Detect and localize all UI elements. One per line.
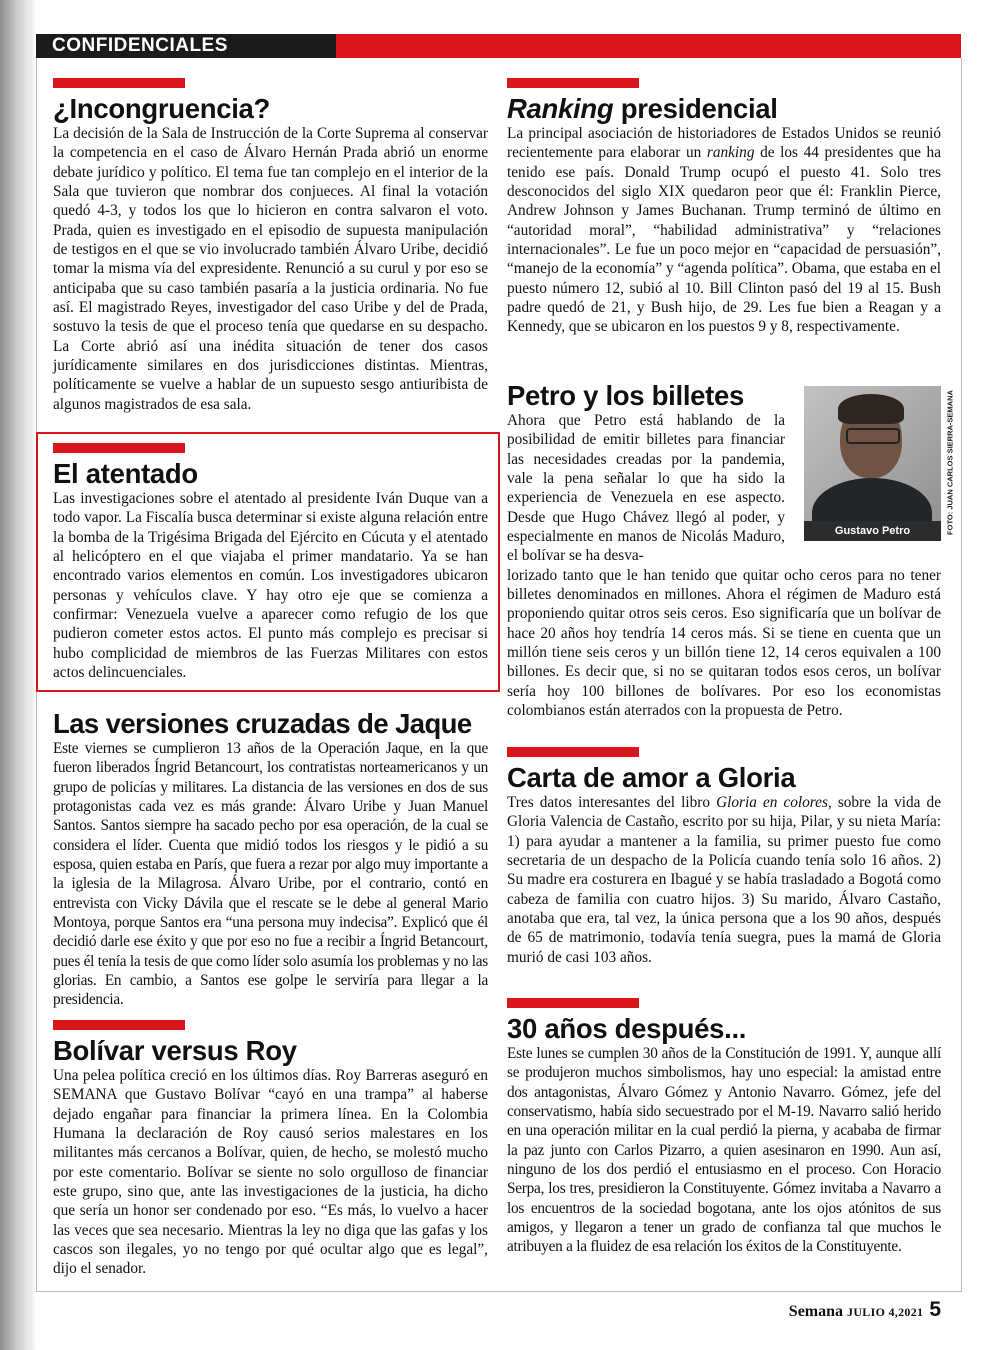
page-number: 5 (929, 1298, 941, 1321)
article-atentado (53, 443, 488, 682)
article-body-bottom: lorizado tanto que le han tenido que quitar ocho ceros para no tener billetes denominados en millones. Ahora el régimen de Maduro está proponiendo quitar otros seis ceros. Eso significaría que un bolívar de hace 20 años hoy tendría 14 ceros más. Si se tiene en cuenta que un millón tiene seis ceros y un billón tiene 12, 14 ceros equivalen a 100 billones. Es decir que, si no se quitaran todos esos ceros, un bolívar sería hoy 100 billones de bolívares. Por eso los economistas colombianos están aterrados con la propuesta de Petro. (507, 566, 941, 720)
article-redbar (507, 998, 639, 1008)
article-body: La decisión de la Sala de Instrucción de la Corte Suprema al conservar la competencia en el caso de Álvaro Hernán Prada abrió un enorme debate jurídico y político. El tema fue tan complejo en el interior de la Sala que tuvieron que nombrar dos conjueces. Al final la votación quedó 4-3, y todos los que lo hicieron en contra salvaron el voto. Prada, quien es investigado en el episodio de supuesta manipulación de testigos en el que se vio involucrado también Álvaro Uribe, decidió tomar la misma vía del expresidente. Renunció a su curul y por eso se anticipaba que su caso también pasaría a la justicia ordinaria. No fue así. El magistrado Reyes, investigador del caso Uribe y del de Prada, sostuvo la tesis de que el proceso tenía que quedarse en su despacho. La Corte abrió así una inédita situación de tener dos casos jurídicamente similares en dos jurisdicciones distintas. Mientras, políticamente se vuelve a hablar de un supuesto sesgo antiuribista de algunos magistrados de esa sala. (53, 125, 488, 413)
article-body-italic: Gloria en colores (716, 794, 828, 811)
article-body-italic: ranking (706, 144, 755, 162)
issue-date: JULIO 4,2021 (847, 1305, 924, 1319)
photo-hair (838, 394, 904, 424)
article-title: Las versiones cruzadas de Jaque (53, 708, 472, 739)
article-body-part: La principal asociación de historiadores de Estados Unidos se reunió recientemente para elaborar un (507, 125, 941, 162)
article-redbar (507, 78, 639, 88)
article-gloria (507, 747, 941, 967)
article-jaque (53, 708, 488, 1010)
article-title: El atentado (53, 458, 198, 489)
article-title: ¿Incongruencia? (53, 93, 271, 124)
section-header-red-band (336, 34, 961, 58)
article-title: Bolívar versus Roy (53, 1035, 297, 1066)
article-title: 30 años después... (507, 1013, 747, 1044)
article-body-part: de los 44 presidentes que ha tenido ese país. Donald Trump ocupó el puesto 41. Solo tres desconocidos del siglo XIX quedaron peor que él: Franklin Pierce, Andrew Johnson y James Buchanan. Trump terminó de último en “autoridad moral”, “habilidad administrativa” y “relaciones internacionales”. Le fue un poco mejor en “capacidad de persuasión”, “manejo de la economía” y “agenda política”. Obama, que estaba en el puesto número 12, subió al 10. Bill Clinton pasó del 19 al 15. Bush padre quedó de 21, y Bush hijo, de 29. Les fue bien a Reagan y a Kennedy, que se ubicaron en los puestos 9 y 8, respectivamente. (507, 144, 941, 336)
article-body: Este viernes se cumplieron 13 años de la Operación Jaque, en la que fueron liberados Íngrid Betancourt, los contratistas norteamericanos y un grupo de policías y militares. La distancia de las versiones en dos de sus protagonistas cada vez es más grande: Álvaro Uribe y Juan Manuel Santos. Santos siempre ha sacado pecho por esa operación, de la cual se considera el líder. Cuenta que midió todos los riesgos y le pidió a su esposa, quien estaba en París, que fuera a rezar por algo muy importante a la iglesia de la Milagrosa. Álvaro Uribe, por el contrario, contó en entrevista con Vicky Dávila que el rescate se le debe al general Mario Montoya, porque Santos era “una persona muy indecisa”. Explicó que él decidió darle ese éxito y que por eso no fue a recibir a Íngrid Betancourt, pues él tenía la tesis de que como líder solo asumía los problemas y no las glorias. En cambio, a Santos ese golpe le serviría para llegar a la presidencia. (53, 740, 488, 1009)
gustavo-petro-photo (804, 386, 941, 541)
article-body (507, 793, 941, 967)
article-30-anos (507, 998, 941, 1257)
page-footer (789, 1298, 941, 1322)
article-bolivar (53, 1020, 488, 1279)
article-title: Petro y los billetes (507, 380, 745, 411)
article-body: Una pelea política creció en los últimos días. Roy Barreras aseguró en SEMANA que Gustavo Bolívar “cayó en una trampa” al haberse dejado engañar para financiar la primera línea. En la Colombia Humana la declaración de Roy causó serios malestares en los militantes más cercanos a Bolívar, quien, de hecho, se molestó mucho por este comentario. Bolívar se siente no solo orgulloso de financiar este grupo, sino que, ante las investigaciones de la justicia, ha dicho que sería un honor ser condenado por eso. “Es más, lo vuelvo a hacer las veces que sea necesario. Mientras la ley no diga que las gafas y los cascos son ilegales, yo no tengo por qué ocultar algo que es legal”, dijo el senador. (53, 1067, 488, 1278)
article-redbar (507, 747, 639, 757)
article-incongruencia (53, 78, 488, 414)
article-body: Las investigaciones sobre el atentado al presidente Iván Duque van a todo vapor. La Fiscalía busca determinar si existe alguna relación entre la bomba de la Trigésima Brigada del Ejército en Cúcuta y el atentado al helicóptero en el que viajaba el primer mandatario. Ya se han encontrado varios elementos en común. Los investigadores ubicaron personas y vehículos clave. Y hay otro eje que se comienza a confirmar: Venezuela vuelve a aparecer como refugio de los que pudieron cometer estos actos. El punto más complejo es precisar si hubo complicidad de miembros de las Fuerzas Militares con estos actos delincuenciales. (53, 490, 488, 682)
magazine-name: Semana (788, 1303, 844, 1320)
article-body (507, 124, 941, 337)
article-title-italic: Ranking (507, 93, 614, 124)
article-redbar (53, 78, 185, 88)
article-title (507, 93, 941, 124)
article-redbar (53, 443, 185, 453)
article-body-part: , sobre la vida de Gloria Valencia de Castaño, escrito por su hija, Pilar, y su nieta María: 1) para ayudar a mantener a la familia, su primer puesto fue como secretaria de un despacho de la Policía cuando tenía solo 16 años. 2) Su madre era costurera en Ibagué y se había trasladado a Bogotá como cabeza de familia con cuatro hijos. 3) Su marido, Álvaro Castaño, anotaba que era, tal vez, la única persona que a los 90 años, después de 65 de matrimonio, todavía tenía suegra, pues la mamá de Gloria murió de casi 103 años. (507, 794, 941, 966)
photo-glasses (846, 428, 900, 444)
page-spine-shadow (0, 0, 30, 1350)
article-redbar (53, 1020, 185, 1030)
photo-caption: Gustavo Petro (804, 521, 941, 541)
article-title-rest: presidencial (613, 93, 778, 124)
article-body-part: Tres datos interesantes del libro (507, 794, 717, 811)
article-body-top: Ahora que Petro está hablando de la posibilidad de emitir billetes para financiar las necesidades creadas por la pandemia, vale la pena señalar lo que ha sido la experiencia de Venezuela en ese aspecto. Desde que Hugo Chávez llegó al poder, y especialmente en manos de Nicolás Maduro, el bolívar se ha desva- (507, 412, 785, 565)
photo-credit (943, 390, 957, 540)
article-title: Carta de amor a Gloria (507, 762, 796, 793)
photo-credit-text: FOTO: JUAN CARLOS SIERRA-SEMANA (945, 390, 955, 535)
article-ranking (507, 78, 941, 337)
section-title: CONFIDENCIALES (52, 35, 228, 56)
article-body: Este lunes se cumplen 30 años de la Constitución de 1991. Y, aunque allí se produjeron muchos simbolismos, hay uno especial: la amistad entre dos antagonistas, Álvaro Gómez y Antonio Navarro. Gómez, jefe del conservatismo, había sido secuestrado por el M-19. Navarro salió herido en una operación militar en la cual perdió la pierna, y acababa de firmar la paz junto con Carlos Pizarro, a quien asesinaron en 1990. Aun así, ninguno de los dos perdió el entusiasmo en el proceso. Con Horacio Serpa, los tres, presidieron la Constituyente. Gómez invitaba a Navarro a los encuentros de la sociedad bogotana, ante los ojos atónitos de sus amigos, y llegaron a tener un grado de confianza tal que muchos le atribuyen a la fluidez de esa relación los éxitos de la Constituyente. (507, 1045, 941, 1256)
section-header (36, 34, 961, 58)
